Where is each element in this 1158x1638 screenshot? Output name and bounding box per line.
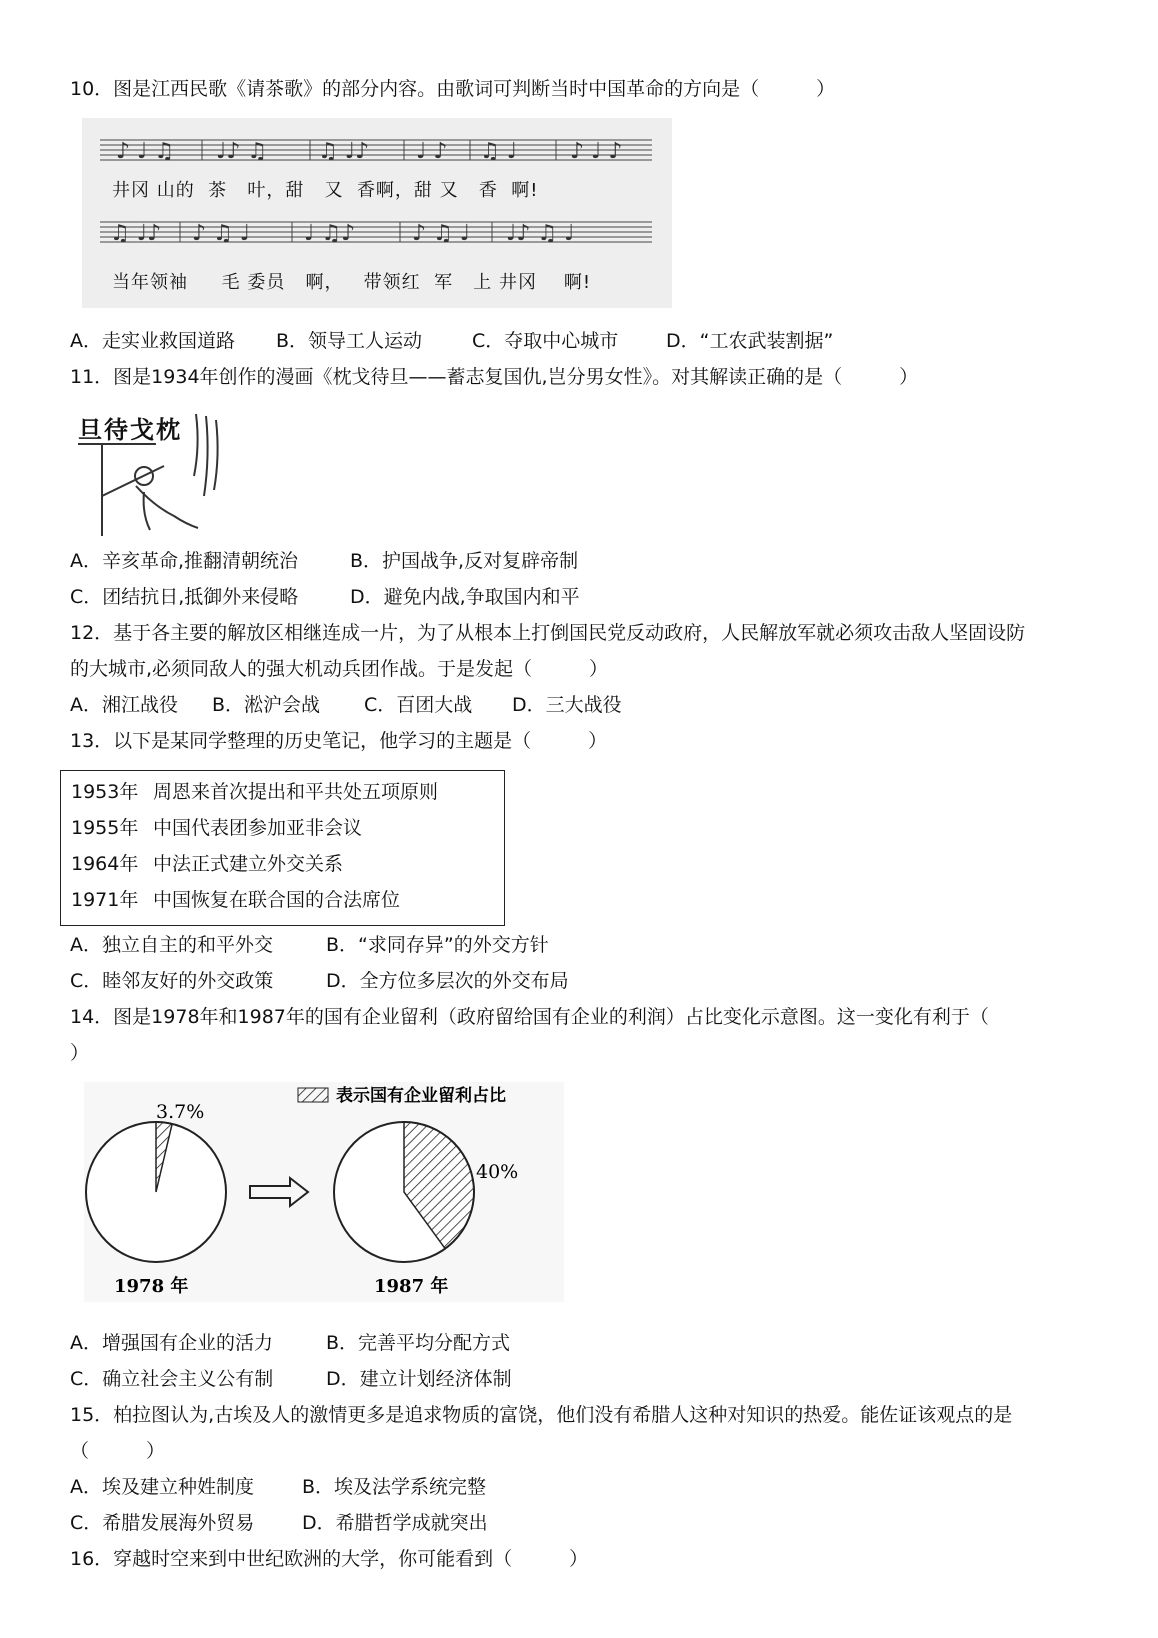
note-row — [71, 815, 362, 841]
q11-option-d[interactable]: D．避免内战,争取国内和平 — [350, 586, 580, 608]
q10-option-b[interactable]: B．领导工人运动 — [276, 330, 423, 352]
q10-music-score-figure — [82, 118, 672, 308]
q15-option-d[interactable]: D．希腊哲学成就突出 — [302, 1512, 488, 1534]
legend-label: 表示国有企业留利占比 — [336, 1086, 506, 1106]
q12-option-d[interactable]: D．三大战役 — [512, 694, 622, 716]
q14-options-row2 — [70, 1366, 512, 1392]
q11-cartoon-figure — [74, 406, 234, 538]
q16-stem: 16．穿越时空来到中世纪欧洲的大学，你可能看到（ ） — [70, 1548, 589, 1570]
q11-option-a[interactable]: A．辛亥革命,推翻清朝统治 — [70, 550, 299, 572]
svg-text:♪ ♩ ♫: ♪ ♩ ♫ — [116, 139, 175, 164]
cartoon-title: 旦待戈枕 — [78, 416, 182, 444]
svg-text:♩ ♫♪: ♩ ♫♪ — [304, 221, 356, 246]
q15-option-a[interactable]: A．埃及建立种姓制度 — [70, 1476, 254, 1498]
q13-stem: 13．以下是某同学整理的历史笔记，他学习的主题是（ ） — [70, 730, 608, 752]
q15-options-row2 — [70, 1510, 488, 1536]
cartoon-drawing — [74, 406, 234, 538]
lyrics-line-2: 当年领袖 毛 委员 啊， 带领红 军 上 井冈 啊! — [112, 272, 592, 293]
q11-option-b[interactable]: B．护国战争,反对复辟帝制 — [350, 550, 579, 572]
q11-stem: 11．图是1934年创作的漫画《枕戈待旦——蓄志复国仇,岂分男女性》。对其解读正确的是（ ） — [70, 366, 919, 388]
note-event: 中国恢复在联合国的合法席位 — [153, 889, 401, 911]
note-event: 中国代表团参加亚非会议 — [153, 817, 363, 839]
q14-option-a[interactable]: A．增强国有企业的活力 — [70, 1332, 273, 1354]
q10-options — [70, 328, 833, 354]
q11-options-row1 — [70, 548, 578, 574]
q14-option-d[interactable]: D．建立计划经济体制 — [326, 1368, 512, 1390]
q12-option-a[interactable]: A．湘江战役 — [70, 694, 178, 716]
q14-stem-line2: ） — [70, 1042, 90, 1064]
q15-option-b[interactable]: B．埃及法学系统完整 — [302, 1476, 487, 1498]
note-year: 1955年 — [71, 817, 139, 839]
q15-stem-line1: 15．柏拉图认为,古埃及人的激情更多是追求物质的富饶，他们没有希腊人这种对知识的热爱。能佐证该观点的是 — [70, 1404, 1013, 1426]
q15-stem-line2: （ ） — [70, 1440, 166, 1462]
q13-options-row1 — [70, 932, 549, 958]
q10-stem: 10．图是江西民歌《请茶歌》的部分内容。由歌词可判断当时中国革命的方向是（ ） — [70, 78, 836, 100]
q12-option-c[interactable]: C．百团大战 — [364, 694, 473, 716]
q13-option-d[interactable]: D．全方位多层次的外交布局 — [326, 970, 569, 992]
lyrics-line-1: 井冈 山的 茶 叶，甜 又 香啊，甜 又 香 啊! — [112, 180, 539, 201]
pie-1978 — [86, 1122, 226, 1262]
note-event: 周恩来首次提出和平共处五项原则 — [153, 781, 439, 803]
q12-stem-line1: 12．基于各主要的解放区相继连成一片，为了从根本上打倒国民党反动政府，人民解放军就必须攻击敌人坚固设防 — [70, 622, 1026, 644]
pie-1987-year-label: 1987 年 — [374, 1276, 449, 1297]
q14-options-row1 — [70, 1330, 510, 1356]
q14-pie-chart-figure — [84, 1082, 564, 1302]
pie-chart — [84, 1082, 564, 1302]
note-row — [71, 851, 343, 877]
svg-text:♫ ♩♪: ♫ ♩♪ — [110, 221, 162, 246]
note-row — [71, 779, 438, 805]
svg-text:♩♪ ♫: ♩♪ ♫ — [216, 139, 268, 164]
q13-option-c[interactable]: C．睦邻友好的外交政策 — [70, 970, 274, 992]
q10-option-d[interactable]: D．“工农武装割据” — [666, 330, 834, 352]
pie-1978-value-label: 3.7% — [156, 1101, 205, 1123]
q15-options-row1 — [70, 1474, 486, 1500]
svg-text:♪ ♫ ♩: ♪ ♫ ♩ — [412, 221, 471, 246]
q13-option-a[interactable]: A．独立自主的和平外交 — [70, 934, 273, 956]
svg-text:♫ ♩: ♫ ♩ — [480, 139, 518, 164]
q12-options — [70, 692, 622, 718]
q11-options-row2 — [70, 584, 580, 610]
svg-text:♩ ♪: ♩ ♪ — [416, 139, 448, 164]
pie-1987 — [334, 1122, 474, 1262]
note-year: 1953年 — [71, 781, 139, 803]
pie-1987-value-label: 40% — [476, 1161, 519, 1183]
q14-stem-line1: 14．图是1978年和1987年的国有企业留利（政府留给国有企业的利润）占比变化示意图。这一变化有利于（ — [70, 1006, 989, 1028]
svg-text:♪ ♫ ♩: ♪ ♫ ♩ — [192, 221, 251, 246]
svg-text:♩♪ ♫ ♩: ♩♪ ♫ ♩ — [506, 221, 575, 246]
q13-options-row2 — [70, 968, 569, 994]
note-event: 中法正式建立外交关系 — [153, 853, 344, 875]
q14-option-b[interactable]: B．完善平均分配方式 — [326, 1332, 511, 1354]
q12-stem-line2: 的大城市,必须同敌人的强大机动兵团作战。于是发起（ ） — [70, 658, 609, 680]
svg-text:♫ ♩♪: ♫ ♩♪ — [318, 139, 370, 164]
note-row — [71, 887, 400, 913]
note-year: 1964年 — [71, 853, 139, 875]
q12-option-b[interactable]: B．淞沪会战 — [212, 694, 321, 716]
q11-option-c[interactable]: C．团结抗日,抵御外来侵略 — [70, 586, 299, 608]
q13-notes-table — [60, 770, 505, 926]
q10-option-c[interactable]: C．夺取中心城市 — [472, 330, 619, 352]
legend-swatch — [298, 1088, 328, 1102]
svg-text:♪ ♩ ♪: ♪ ♩ ♪ — [570, 139, 623, 164]
q14-option-c[interactable]: C．确立社会主义公有制 — [70, 1368, 274, 1390]
q13-option-b[interactable]: B．“求同存异”的外交方针 — [326, 934, 549, 956]
note-year: 1971年 — [71, 889, 139, 911]
q10-option-a[interactable]: A．走实业救国道路 — [70, 330, 235, 352]
pie-1978-year-label: 1978 年 — [114, 1276, 189, 1297]
q15-option-c[interactable]: C．希腊发展海外贸易 — [70, 1512, 255, 1534]
